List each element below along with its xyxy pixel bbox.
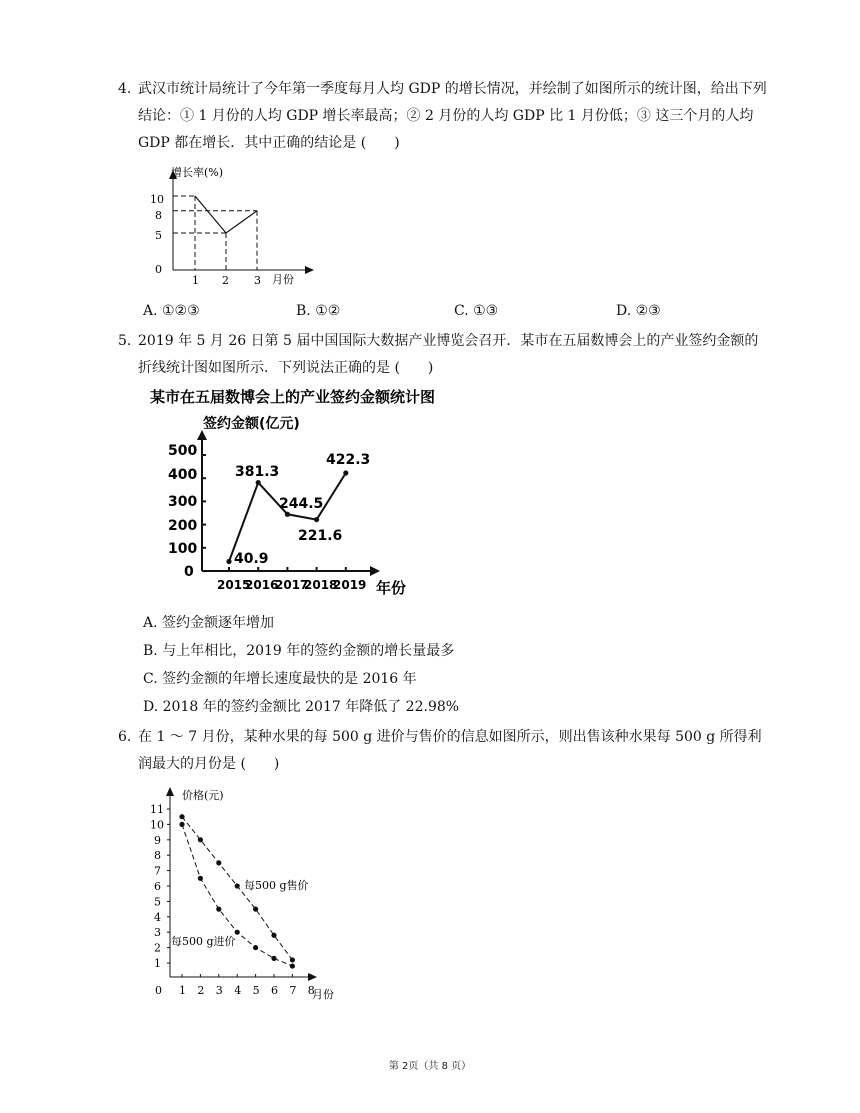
y-tick-400: 400: [168, 467, 198, 483]
option-a[interactable]: A. ①②③: [143, 303, 200, 319]
series-1-point-7: [290, 963, 295, 968]
sell-series-label: 每500 g售价: [244, 879, 309, 892]
data-label-2015: 40.9: [234, 551, 269, 567]
x-tick-2016: 2016: [245, 578, 279, 592]
question-number: 6.: [118, 729, 132, 745]
question-6: [118, 724, 770, 778]
y-axis-label: 增长率(%): [171, 166, 224, 179]
x-tick-2: 2: [197, 984, 205, 997]
series-1-point-6: [271, 956, 276, 961]
data-label-2017: 244.5: [279, 496, 324, 512]
option-d[interactable]: D. ②③: [616, 303, 661, 319]
option-d[interactable]: D. 2018 年的签约金额比 2017 年降低了 22.98%: [143, 699, 460, 715]
question-5: [118, 328, 770, 382]
y-tick-200: 200: [168, 518, 198, 534]
x-tick-1: 1: [192, 274, 199, 287]
series-1-point-2: [198, 876, 203, 881]
x-tick-2017: 2017: [275, 578, 309, 592]
y-tick-6: 6: [154, 880, 161, 893]
data-label-2016: 381.3: [235, 464, 280, 480]
x-tick-3: 3: [254, 274, 261, 287]
y-tick-8: 8: [154, 849, 161, 863]
origin-label: 0: [155, 984, 162, 997]
x-axis-label: 月份: [272, 273, 294, 286]
y-tick-5: 5: [154, 895, 161, 909]
x-tick-3: 3: [215, 984, 223, 997]
y-tick-11: 11: [150, 803, 164, 816]
point-2017: [285, 512, 290, 517]
x-tick-5: 5: [252, 984, 260, 997]
amount-line: [229, 473, 346, 561]
x-tick-7: 7: [289, 984, 297, 997]
question-number: 5.: [118, 333, 132, 349]
question-number: 4.: [118, 81, 132, 97]
point-2018: [314, 517, 319, 522]
origin-label: 0: [155, 263, 162, 276]
series-0-point-2: [198, 837, 203, 842]
y-tick-2: 2: [154, 941, 161, 955]
y-tick-300: 300: [168, 494, 198, 510]
y-axis-label: 价格(元): [182, 789, 224, 802]
x-tick-4: 4: [234, 984, 242, 997]
point-2019: [343, 470, 348, 475]
growth-line: [195, 196, 257, 233]
question-text: 武汉市统计局统计了今年第一季度每月人均 GDP 的增长情况，并绘制了如图所示的统计图，给出下列结论：① 1 月份的人均 GDP 增长率最高；② 2 月份的人均 GDP 比 1 月份低；③ 这三个月的人均 GDP 都在增长．其中正确的结论是 ( ): [138, 81, 767, 151]
y-tick-8: 8: [155, 209, 162, 222]
option-b[interactable]: B. ①②: [296, 303, 341, 319]
x-tick-2019: 2019: [333, 578, 367, 592]
option-b[interactable]: B. 与上年相比，2019 年的签约金额的增长量最多: [143, 643, 455, 659]
y-axis-label: 签约金额(亿元): [203, 416, 300, 432]
q4-options: [143, 303, 743, 323]
series-0-point-5: [253, 907, 258, 912]
y-tick-5: 5: [155, 229, 162, 242]
page-footer: 第 2页（共 8 页）: [388, 1061, 472, 1072]
y-tick-7: 7: [154, 864, 161, 878]
option-c[interactable]: C. 签约金额的年增长速度最快的是 2016 年: [143, 671, 417, 687]
x-tick-8: 8: [307, 984, 315, 997]
x-tick-1: 1: [179, 984, 186, 997]
series-0-point-6: [271, 933, 276, 938]
q5-chart: [140, 380, 440, 605]
data-label-2018: 221.6: [298, 528, 343, 544]
x-tick-2015: 2015: [217, 578, 251, 592]
question-text: 在 1 ～ 7 月份，某种水果的每 500 g 进价与售价的信息如图所示，则出售该种水果每 500 g 所得利润最大的月份是 ( ): [138, 729, 762, 772]
buy-series-label: 每500 g进价: [171, 935, 236, 948]
y-tick-4: 4: [154, 910, 161, 924]
series-1-point-5: [253, 945, 258, 950]
y-tick-9: 9: [154, 833, 161, 847]
y-tick-0: 0: [184, 564, 194, 580]
y-tick-3: 3: [154, 926, 161, 940]
data-label-2019: 422.3: [326, 452, 371, 468]
question-text: 2019 年 5 月 26 日第 5 届中国国际大数据产业博览会召开．某市在五届数博会上的产业签约金额的折线统计图如图所示．下列说法正确的是 ( ): [138, 333, 759, 376]
y-tick-10: 10: [150, 193, 164, 206]
point-2015: [226, 559, 231, 564]
series-0-point-1: [179, 814, 184, 819]
series-1-point-1: [179, 822, 184, 827]
y-tick-100: 100: [168, 541, 198, 557]
x-tick-6: 6: [271, 984, 278, 997]
series-0-point-3: [216, 860, 221, 865]
point-2016: [256, 480, 261, 485]
x-tick-2018: 2018: [304, 578, 338, 592]
option-c[interactable]: C. ①③: [454, 303, 499, 319]
x-axis-label: 年份: [376, 579, 407, 597]
y-tick-10: 10: [150, 818, 164, 832]
series-1-point-3: [216, 907, 221, 912]
y-tick-500: 500: [168, 443, 198, 459]
x-tick-2: 2: [222, 274, 229, 287]
y-tick-1: 1: [154, 957, 161, 970]
series-0-point-7: [290, 957, 295, 962]
q6-chart: [140, 782, 360, 1002]
series-0-point-4: [235, 883, 240, 888]
question-4: [118, 76, 770, 157]
chart-title: 某市在五届数博会上的产业签约金额统计图: [150, 388, 436, 406]
q4-chart: [140, 160, 320, 295]
option-a[interactable]: A. 签约金额逐年增加: [143, 615, 275, 631]
x-axis-label: 月份: [312, 988, 334, 1001]
